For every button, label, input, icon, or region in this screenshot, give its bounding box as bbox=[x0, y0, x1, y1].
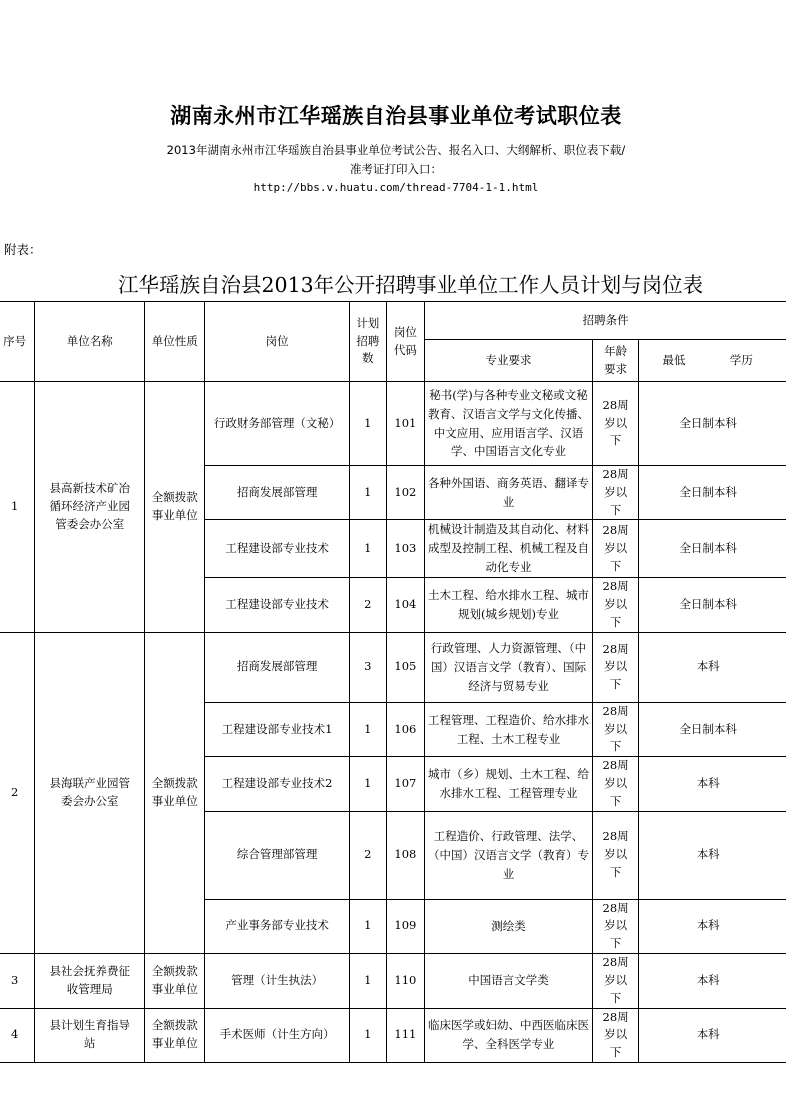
unit-nature-cell: 全额拨款事业单位 bbox=[145, 954, 205, 1008]
header-age: 年龄要求 bbox=[592, 340, 639, 382]
education-cell: 本科 bbox=[639, 757, 786, 811]
code-cell: 105 bbox=[386, 632, 425, 702]
header-seq: 序号 bbox=[0, 302, 35, 382]
post-cell: 招商发展部管理 bbox=[205, 632, 350, 702]
major-cell: 土木工程、给水排水工程、城市规划(城乡规划)专业 bbox=[425, 578, 593, 632]
count-cell: 1 bbox=[350, 899, 387, 953]
unit-name-cell: 县计划生育指导站 bbox=[35, 1008, 145, 1062]
header-edu-low: 最低 bbox=[662, 352, 686, 367]
subtitle-line-2: 准考证打印入口： bbox=[350, 162, 442, 176]
major-cell: 工程造价、行政管理、法学、（中国）汉语言文学（教育）专业 bbox=[425, 811, 593, 899]
seq-cell: 4 bbox=[0, 1008, 35, 1062]
post-cell: 招商发展部管理 bbox=[205, 466, 350, 520]
count-cell: 1 bbox=[350, 757, 387, 811]
age-cell: 28周岁以下 bbox=[592, 702, 639, 756]
code-cell: 101 bbox=[386, 382, 425, 466]
count-cell: 1 bbox=[350, 382, 387, 466]
major-cell: 临床医学或妇幼、中西医临床医学、全科医学专业 bbox=[425, 1008, 593, 1062]
code-cell: 106 bbox=[386, 702, 425, 756]
major-cell: 秘书(学)与各种专业文秘或文秘教育、汉语言文学与文化传播、中文应用、应用语言学、汉语学、中国语言文化专业 bbox=[425, 382, 593, 466]
header-nature: 单位性质 bbox=[145, 302, 205, 382]
table-row bbox=[0, 382, 786, 466]
count-cell: 1 bbox=[350, 702, 387, 756]
code-cell: 104 bbox=[386, 578, 425, 632]
post-cell: 管理（计生执法） bbox=[205, 954, 350, 1008]
major-cell: 各种外国语、商务英语、翻译专业 bbox=[425, 466, 593, 520]
header-row bbox=[0, 302, 786, 340]
header-post: 岗位 bbox=[205, 302, 350, 382]
unit-name-cell: 县社会抚养费征收管理局 bbox=[35, 954, 145, 1008]
table-row bbox=[0, 954, 786, 1008]
age-cell: 28周岁以下 bbox=[592, 1008, 639, 1062]
count-cell: 1 bbox=[350, 954, 387, 1008]
count-cell: 1 bbox=[350, 520, 387, 578]
age-cell: 28周岁以下 bbox=[592, 632, 639, 702]
table-body bbox=[0, 302, 786, 1063]
post-cell: 工程建设部专业技术 bbox=[205, 578, 350, 632]
education-cell: 本科 bbox=[639, 899, 786, 953]
seq-cell: 2 bbox=[0, 632, 35, 953]
subtitle-line-1: 2013年湖南永州市江华瑶族自治县事业单位考试公告、报名入口、大纲解析、职位表下载/ bbox=[166, 143, 626, 157]
education-cell: 全日制本科 bbox=[639, 702, 786, 756]
header-education bbox=[639, 340, 786, 382]
code-cell: 102 bbox=[386, 466, 425, 520]
appendix-label: 附表： bbox=[4, 242, 42, 257]
seq-cell: 1 bbox=[0, 382, 35, 633]
major-cell: 工程管理、工程造价、给水排水工程、土木工程专业 bbox=[425, 702, 593, 756]
count-cell: 1 bbox=[350, 466, 387, 520]
major-cell: 中国语言文学类 bbox=[425, 954, 593, 1008]
age-cell: 28周岁以下 bbox=[592, 811, 639, 899]
education-cell: 全日制本科 bbox=[639, 466, 786, 520]
code-cell: 103 bbox=[386, 520, 425, 578]
education-cell: 全日制本科 bbox=[639, 520, 786, 578]
post-cell: 手术医师（计生方向） bbox=[205, 1008, 350, 1062]
post-cell: 工程建设部专业技术1 bbox=[205, 702, 350, 756]
education-cell: 本科 bbox=[639, 1008, 786, 1062]
age-cell: 28周岁以下 bbox=[592, 520, 639, 578]
count-cell: 1 bbox=[350, 1008, 387, 1062]
table-row bbox=[0, 632, 786, 702]
count-cell: 2 bbox=[350, 811, 387, 899]
table-title: 江华瑶族自治县2013年公开招聘事业单位工作人员计划与岗位表 bbox=[118, 273, 704, 297]
education-cell: 全日制本科 bbox=[639, 578, 786, 632]
education-cell: 本科 bbox=[639, 811, 786, 899]
major-cell: 城市（乡）规划、土木工程、给水排水工程、工程管理专业 bbox=[425, 757, 593, 811]
education-cell: 本科 bbox=[639, 632, 786, 702]
code-cell: 111 bbox=[386, 1008, 425, 1062]
post-cell: 产业事务部专业技术 bbox=[205, 899, 350, 953]
header-edu-degree: 学历 bbox=[729, 352, 753, 367]
age-cell: 28周岁以下 bbox=[592, 578, 639, 632]
header-code: 岗位代码 bbox=[386, 302, 425, 382]
age-cell: 28周岁以下 bbox=[592, 382, 639, 466]
major-cell: 行政管理、人力资源管理、（中国）汉语言文学（教育）、国际经济与贸易专业 bbox=[425, 632, 593, 702]
unit-name-cell: 县海联产业园管委会办公室 bbox=[35, 632, 145, 953]
unit-nature-cell: 全额拨款事业单位 bbox=[145, 382, 205, 633]
table-row bbox=[0, 1008, 786, 1062]
age-cell: 28周岁以下 bbox=[592, 757, 639, 811]
major-cell: 机械设计制造及其自动化、材料成型及控制工程、机械工程及自动化专业 bbox=[425, 520, 593, 578]
header-unit: 单位名称 bbox=[35, 302, 145, 382]
seq-cell: 3 bbox=[0, 954, 35, 1008]
post-cell: 工程建设部专业技术2 bbox=[205, 757, 350, 811]
header-count: 计划招聘数 bbox=[350, 302, 387, 382]
post-cell: 行政财务部管理（文秘） bbox=[205, 382, 350, 466]
header-major: 专业要求 bbox=[425, 340, 593, 382]
code-cell: 110 bbox=[386, 954, 425, 1008]
unit-nature-cell: 全额拨款事业单位 bbox=[145, 632, 205, 953]
unit-name-cell: 县高新技术矿冶循环经济产业园管委会办公室 bbox=[35, 382, 145, 633]
unit-nature-cell: 全额拨款事业单位 bbox=[145, 1008, 205, 1062]
education-cell: 本科 bbox=[639, 954, 786, 1008]
count-cell: 2 bbox=[350, 578, 387, 632]
code-cell: 107 bbox=[386, 757, 425, 811]
education-cell: 全日制本科 bbox=[639, 382, 786, 466]
age-cell: 28周岁以下 bbox=[592, 466, 639, 520]
page-title: 湖南永州市江华瑶族自治县事业单位考试职位表 bbox=[170, 104, 622, 128]
age-cell: 28周岁以下 bbox=[592, 954, 639, 1008]
age-cell: 28周岁以下 bbox=[592, 899, 639, 953]
post-cell: 综合管理部管理 bbox=[205, 811, 350, 899]
count-cell: 3 bbox=[350, 632, 387, 702]
header-conditions: 招聘条件 bbox=[425, 302, 786, 340]
code-cell: 109 bbox=[386, 899, 425, 953]
source-url[interactable]: http://bbs.v.huatu.com/thread-7704-1-1.html bbox=[253, 181, 539, 194]
major-cell: 测绘类 bbox=[425, 899, 593, 953]
code-cell: 108 bbox=[386, 811, 425, 899]
recruitment-table bbox=[0, 301, 786, 1063]
post-cell: 工程建设部专业技术 bbox=[205, 520, 350, 578]
